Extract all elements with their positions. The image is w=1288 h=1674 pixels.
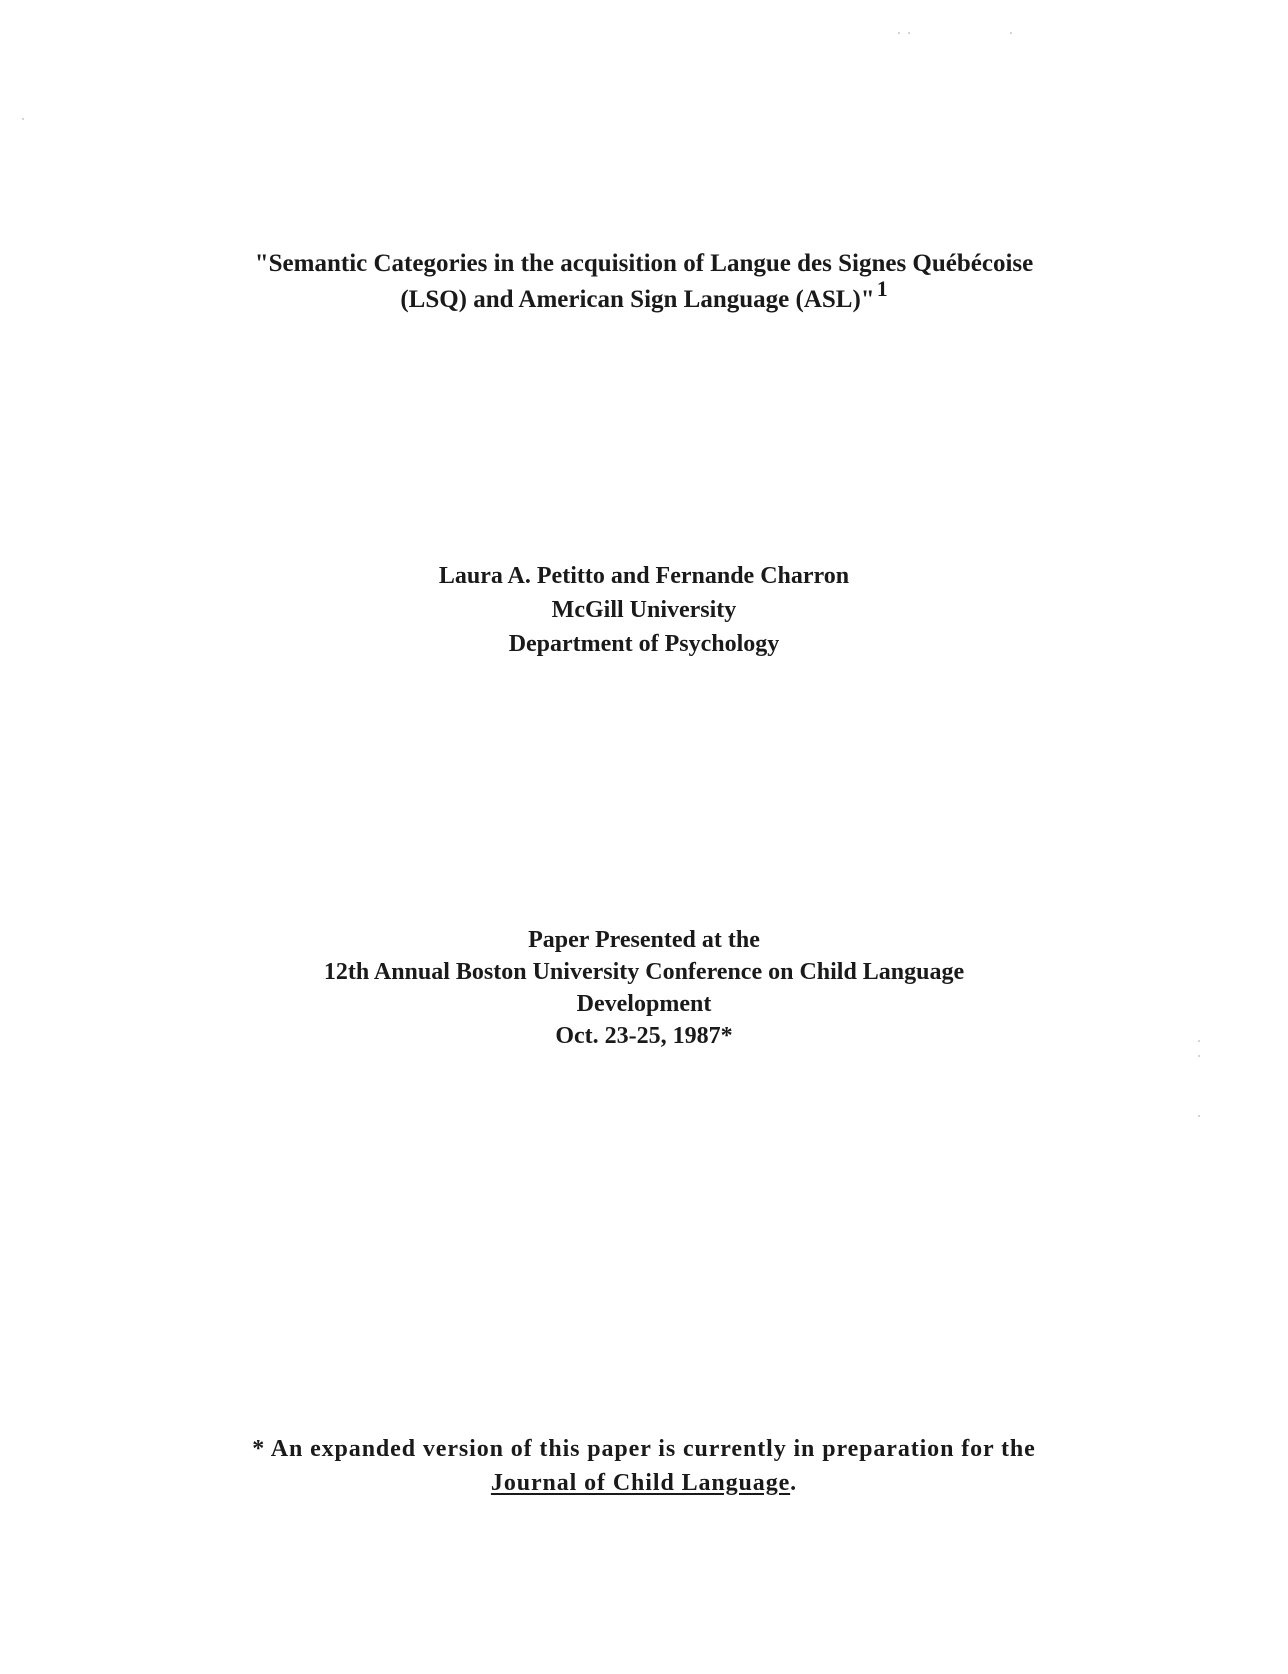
title-line-1: "Semantic Categories in the acquisition of Langue des Signes Québécoise xyxy=(254,250,1034,277)
footnote-journal-line xyxy=(0,1466,1288,1500)
title-line-2-text: (LSQ) and American Sign Language (ASL)" xyxy=(400,286,875,313)
scan-speck xyxy=(22,118,24,120)
scan-speck xyxy=(898,32,900,34)
scan-speck xyxy=(1198,1115,1200,1117)
paper-title xyxy=(0,246,1288,318)
conference-dates: Oct. 23-25, 1987* xyxy=(555,1023,733,1049)
footnote xyxy=(0,1432,1288,1500)
conference-line-3: Development xyxy=(576,991,712,1017)
conference-line-1: Paper Presented at the xyxy=(528,927,760,953)
conference-block xyxy=(0,924,1288,1052)
title-footnote-marker: 1 xyxy=(876,275,888,301)
author-names: Laura A. Petitto and Fernande Charron xyxy=(438,563,850,589)
footnote-end-punct: . xyxy=(790,1470,798,1496)
scan-speck xyxy=(1198,1055,1200,1057)
author-institution: McGill University xyxy=(551,597,737,623)
scan-speck xyxy=(1010,32,1012,34)
footnote-text: * An expanded version of this paper is currently in preparation for the xyxy=(252,1436,1036,1462)
conference-line-2: 12th Annual Boston University Conference on Child Language xyxy=(323,959,965,985)
journal-title: Journal of Child Language xyxy=(490,1470,791,1496)
author-department: Department of Psychology xyxy=(508,631,780,657)
scan-speck xyxy=(908,32,910,34)
author-block xyxy=(0,559,1288,661)
title-line-2 xyxy=(0,275,1288,318)
